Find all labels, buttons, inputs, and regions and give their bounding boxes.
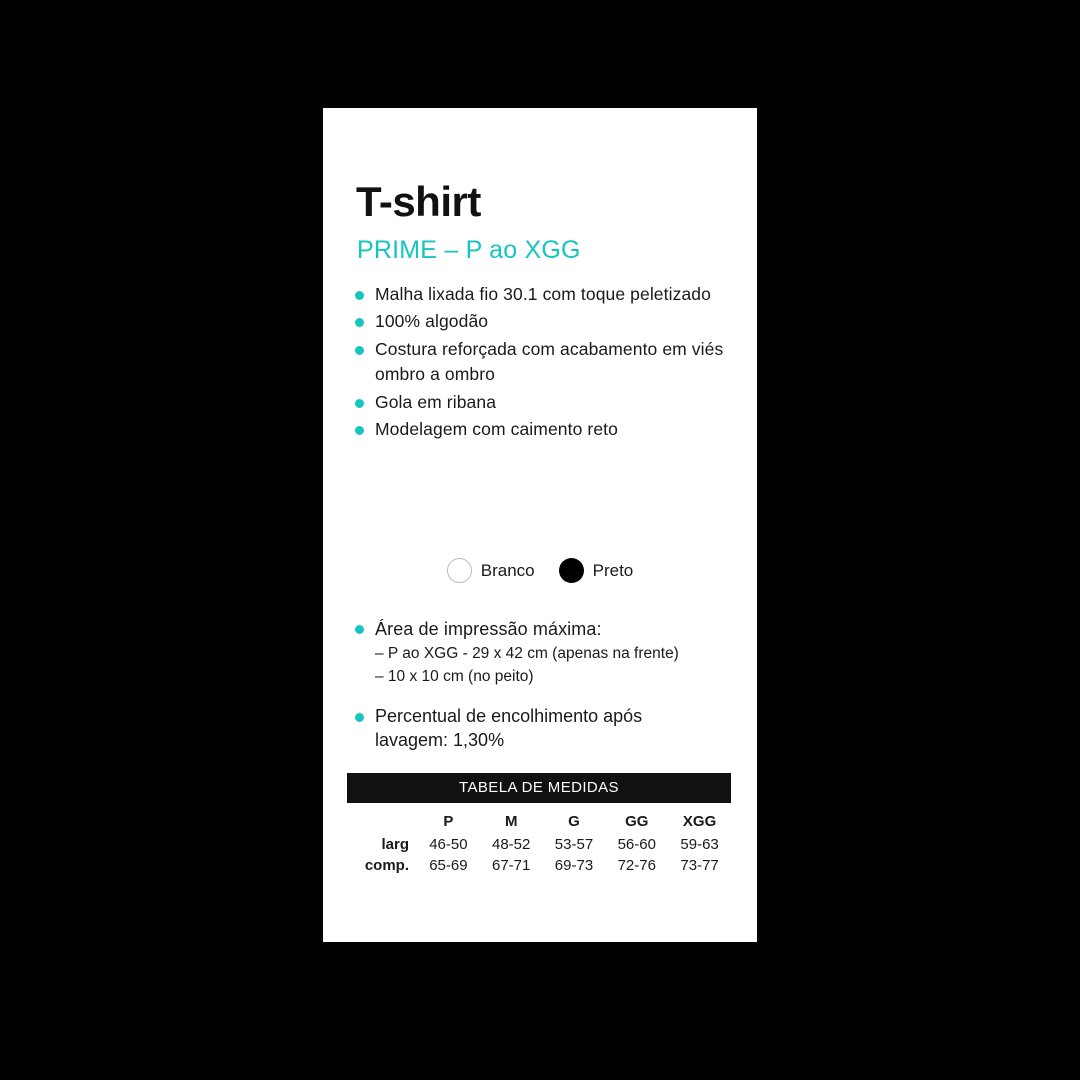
cell-larg-gg: 56-60 (617, 836, 656, 853)
bullet-icon (355, 713, 364, 722)
size-table-grid (347, 811, 731, 876)
cell-comp-g: 69-73 (554, 857, 594, 874)
column-header-m: M (504, 813, 518, 830)
color-swatch-icon[interactable] (559, 558, 584, 583)
cell-larg-g: 53-57 (554, 836, 594, 853)
column-header-gg: GG (625, 813, 649, 830)
row-label-comp: comp. (364, 857, 409, 874)
size-table (347, 773, 731, 876)
table-corner-cell (347, 811, 417, 834)
feature-text: 100% algodão (375, 311, 489, 332)
list-item (355, 417, 751, 442)
color-options (323, 558, 757, 583)
shrink-text (375, 704, 642, 753)
cell-comp-p: 65-69 (429, 857, 468, 874)
color-option-branco[interactable] (447, 558, 535, 583)
cell-comp-xgg: 73-77 (680, 857, 719, 874)
cell-comp-gg: 72-76 (617, 857, 656, 874)
row-label-larg: larg (381, 836, 409, 853)
bullet-icon (355, 318, 364, 327)
column-header-g: G (568, 813, 580, 830)
shrink-block (355, 704, 735, 753)
column-header-p: P (443, 813, 454, 830)
page-title: T-shirt (356, 178, 481, 225)
size-table-title: TABELA DE MEDIDAS (347, 773, 731, 803)
column-header-xgg: XGG (682, 813, 717, 830)
feature-text: Malha lixada fio 30.1 com toque peletizado (375, 284, 711, 304)
product-card (323, 108, 757, 942)
bullet-icon (355, 291, 364, 300)
cell-larg-m: 48-52 (492, 836, 531, 853)
color-label: Branco (480, 560, 535, 580)
cell-comp-m: 67-71 (492, 857, 531, 874)
print-area-line-2: – 10 x 10 cm (no peito) (375, 668, 534, 686)
feature-list (355, 282, 751, 444)
bullet-icon (355, 625, 364, 634)
table-header-row (347, 811, 731, 834)
product-subtitle: PRIME – P ao XGG (357, 236, 581, 264)
shrink-line-2: lavagem: 1,30% (375, 730, 505, 751)
print-area-line-1: – P ao XGG - 29 x 42 cm (apenas na frente) (375, 645, 679, 663)
cell-larg-xgg: 59-63 (680, 836, 719, 853)
table-row (347, 855, 731, 876)
shrink-line-1: Percentual de encolhimento após (375, 706, 643, 726)
print-area-block (355, 616, 751, 688)
print-area-heading-row (355, 616, 751, 642)
bullet-icon (355, 426, 364, 435)
color-option-preto[interactable] (559, 558, 634, 583)
shrink-heading-row (355, 704, 735, 753)
table-row (347, 834, 731, 855)
print-area-heading: Área de impressão máxima: (375, 619, 602, 639)
color-label: Preto (592, 560, 634, 580)
feature-text: Costura reforçada com acabamento em viés ombro a ombro (375, 338, 724, 385)
bullet-icon (355, 399, 364, 408)
color-swatch-icon[interactable] (447, 558, 472, 583)
list-item (355, 337, 751, 388)
list-item (355, 390, 751, 415)
cell-larg-p: 46-50 (429, 836, 468, 853)
bullet-icon (355, 346, 364, 355)
list-item (355, 282, 751, 307)
feature-text: Modelagem com caimento reto (375, 418, 618, 439)
list-item (355, 309, 751, 334)
feature-text: Gola em ribana (375, 391, 497, 412)
